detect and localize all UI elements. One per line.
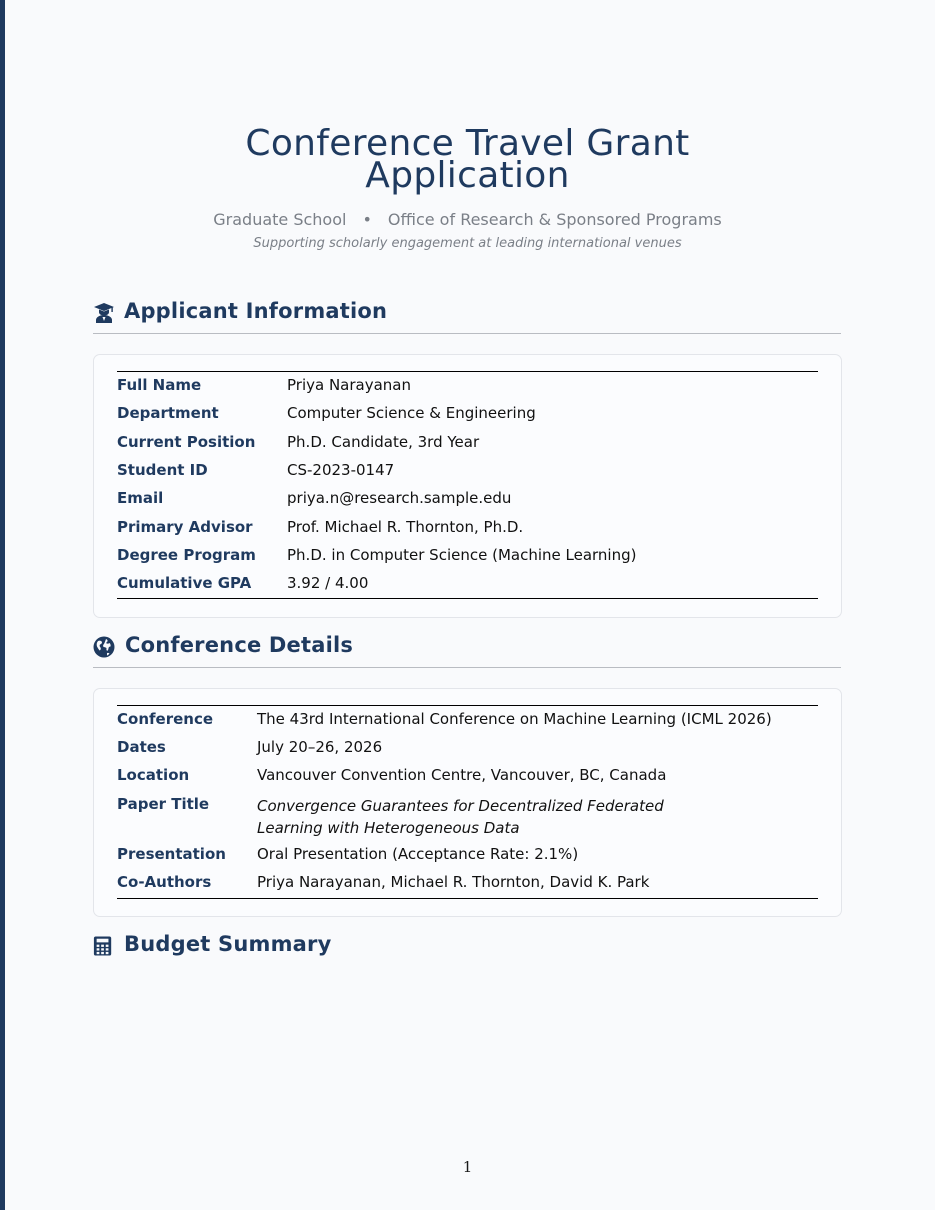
- row-value: Ph.D. Candidate, 3rd Year: [287, 433, 480, 451]
- row-label: Presentation: [117, 845, 226, 863]
- org-left: Graduate School: [213, 210, 347, 229]
- row-label: Full Name: [117, 376, 202, 394]
- section-title: Budget Summary: [124, 932, 332, 956]
- section-heading-budget: [93, 932, 841, 966]
- table-row: [117, 738, 818, 758]
- row-value: Ph.D. in Computer Science (Machine Learning): [287, 546, 637, 564]
- table-row: [117, 766, 818, 786]
- table-row: [117, 845, 818, 865]
- section-title: Applicant Information: [124, 299, 388, 323]
- row-label: Conference: [117, 710, 214, 728]
- row-label: Email: [117, 489, 164, 507]
- table-row: [117, 795, 818, 839]
- tagline: Supporting scholarly engagement at leading international venues: [253, 236, 682, 251]
- row-value: Priya Narayanan: [287, 376, 411, 394]
- applicant-table: [117, 371, 818, 599]
- paper-title-line-2: Learning with Heterogeneous Data: [257, 819, 520, 837]
- table-row: [117, 433, 818, 453]
- row-value: 3.92 / 4.00: [287, 574, 369, 592]
- table-row: [117, 546, 818, 566]
- section-heading-applicant: [93, 299, 841, 334]
- row-label: Dates: [117, 738, 166, 756]
- conference-table: [117, 705, 818, 899]
- row-label: Degree Program: [117, 546, 256, 564]
- table-row: [117, 376, 818, 396]
- paper-title-line-1: Convergence Guarantees for Decentralized Federated: [257, 797, 664, 815]
- table-row: [117, 574, 818, 594]
- row-label: Co-Authors: [117, 873, 212, 891]
- row-value: CS-2023-0147: [287, 461, 395, 479]
- title-line-2: Application: [365, 155, 570, 196]
- globe-icon: [93, 636, 115, 658]
- title-line-1: Conference Travel Grant: [245, 123, 690, 164]
- row-value: Priya Narayanan, Michael R. Thornton, David K. Park: [257, 873, 650, 891]
- row-value: Prof. Michael R. Thornton, Ph.D.: [287, 518, 524, 536]
- document-title: [0, 123, 935, 196]
- section-heading-conference: [93, 633, 841, 668]
- section-title: Conference Details: [125, 633, 354, 657]
- conference-card: [93, 688, 842, 917]
- row-value: Vancouver Convention Centre, Vancouver, BC, Canada: [257, 766, 667, 784]
- table-row: [117, 489, 818, 509]
- org-right: Office of Research & Sponsored Programs: [387, 210, 722, 229]
- table-row: [117, 710, 818, 730]
- row-label: Student ID: [117, 461, 208, 479]
- table-row: [117, 873, 818, 893]
- row-label: Paper Title: [117, 795, 210, 813]
- row-value: July 20–26, 2026: [257, 738, 383, 756]
- table-row: [117, 404, 818, 424]
- row-label: Location: [117, 766, 190, 784]
- row-label: Primary Advisor: [117, 518, 253, 536]
- row-label: Current Position: [117, 433, 256, 451]
- separator-dot: •: [362, 210, 372, 229]
- paper-title-value: [257, 795, 664, 839]
- email-value: priya.n@research.sample.edu: [287, 489, 512, 507]
- row-value: Computer Science & Engineering: [287, 404, 536, 422]
- applicant-card: [93, 354, 842, 618]
- page-number: 1: [462, 1158, 473, 1176]
- row-label: Department: [117, 404, 219, 422]
- graduate-icon: [93, 302, 115, 324]
- document-header: [0, 123, 935, 251]
- row-value: Oral Presentation (Acceptance Rate: 2.1%): [257, 845, 579, 863]
- organization-line: [0, 210, 935, 229]
- calculator-icon: [93, 935, 113, 957]
- table-row: [117, 518, 818, 538]
- table-row: [117, 461, 818, 481]
- row-value: The 43rd International Conference on Machine Learning (ICML 2026): [257, 710, 772, 728]
- row-label: Cumulative GPA: [117, 574, 252, 592]
